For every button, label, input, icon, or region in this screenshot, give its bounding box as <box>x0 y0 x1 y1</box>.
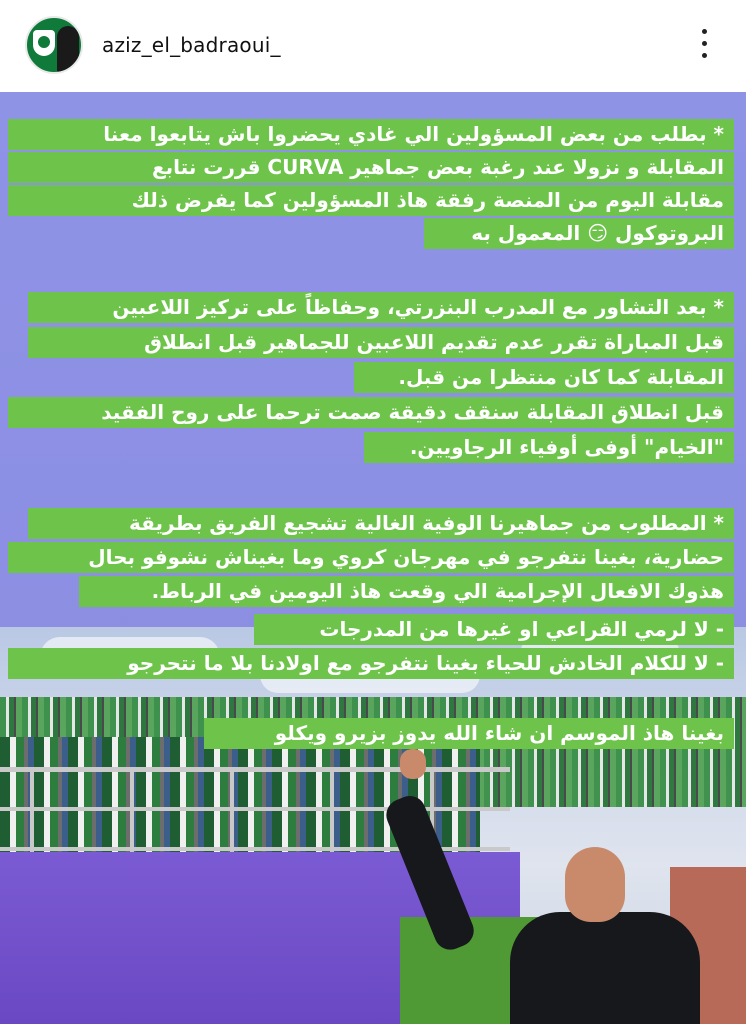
profile-photo <box>57 26 79 72</box>
more-options-icon[interactable] <box>694 26 714 62</box>
post-image <box>0 92 746 1024</box>
text-line-9: "الخيام" أوفى أوفياء الرجاويين. <box>364 432 734 463</box>
text-line-6: قبل المباراة تقرر عدم تقديم اللاعبين للجماهير قبل انطلاق <box>28 327 734 358</box>
text-line-11: حضارية، بغينا نتفرجو في مهرجان كروي وما بغيناش نشوفو بحال <box>8 542 734 573</box>
text-line-10: * المطلوب من جماهيرنا الوفية الغالية تشجيع الفريق بطريقة <box>28 508 734 539</box>
stadium-photo <box>0 627 746 1024</box>
post-header <box>0 0 746 92</box>
text-line-4: البروتوكول 😏 المعمول به <box>424 218 734 249</box>
text-line-2: المقابلة و نزولا عند رغبة بعض جماهير CURVA قررت نتابع <box>8 152 734 183</box>
text-line-5: * بعد التشاور مع المدرب البنزرتي، وحفاظاً على تركيز اللاعبين <box>28 292 734 323</box>
avatar[interactable] <box>25 16 83 74</box>
username[interactable]: aziz_el_badraoui_ <box>102 33 281 57</box>
text-line-1: * بطلب من بعض المسؤولين الي غادي يحضروا باش يتابعوا معنا <box>8 119 734 150</box>
text-line-3: مقابلة اليوم من المنصة رفقة هاذ المسؤولين كما يفرض ذلك <box>8 185 734 216</box>
text-line-8: قبل انطلاق المقابلة سنقف دقيقة صمت ترحما على روح الفقيد <box>8 397 734 428</box>
text-line-7: المقابلة كما كان منتظرا من قبل. <box>354 362 734 393</box>
waving-man <box>440 867 690 1024</box>
text-line-14: - لا للكلام الخادش للحياء بغينا نتفرجو مع اولادنا بلا ما نتحرجو <box>8 648 734 679</box>
text-line-12: هذوك الافعال الإجرامية الي وقعت هاذ اليومين في الرباط. <box>79 576 734 607</box>
club-logo-icon <box>33 30 55 56</box>
text-line-15: بغينا هاذ الموسم ان شاء الله يدوز بزيرو ويكلو <box>204 718 734 749</box>
text-line-13: - لا لرمي القراعي او غيرها من المدرجات <box>254 614 734 645</box>
